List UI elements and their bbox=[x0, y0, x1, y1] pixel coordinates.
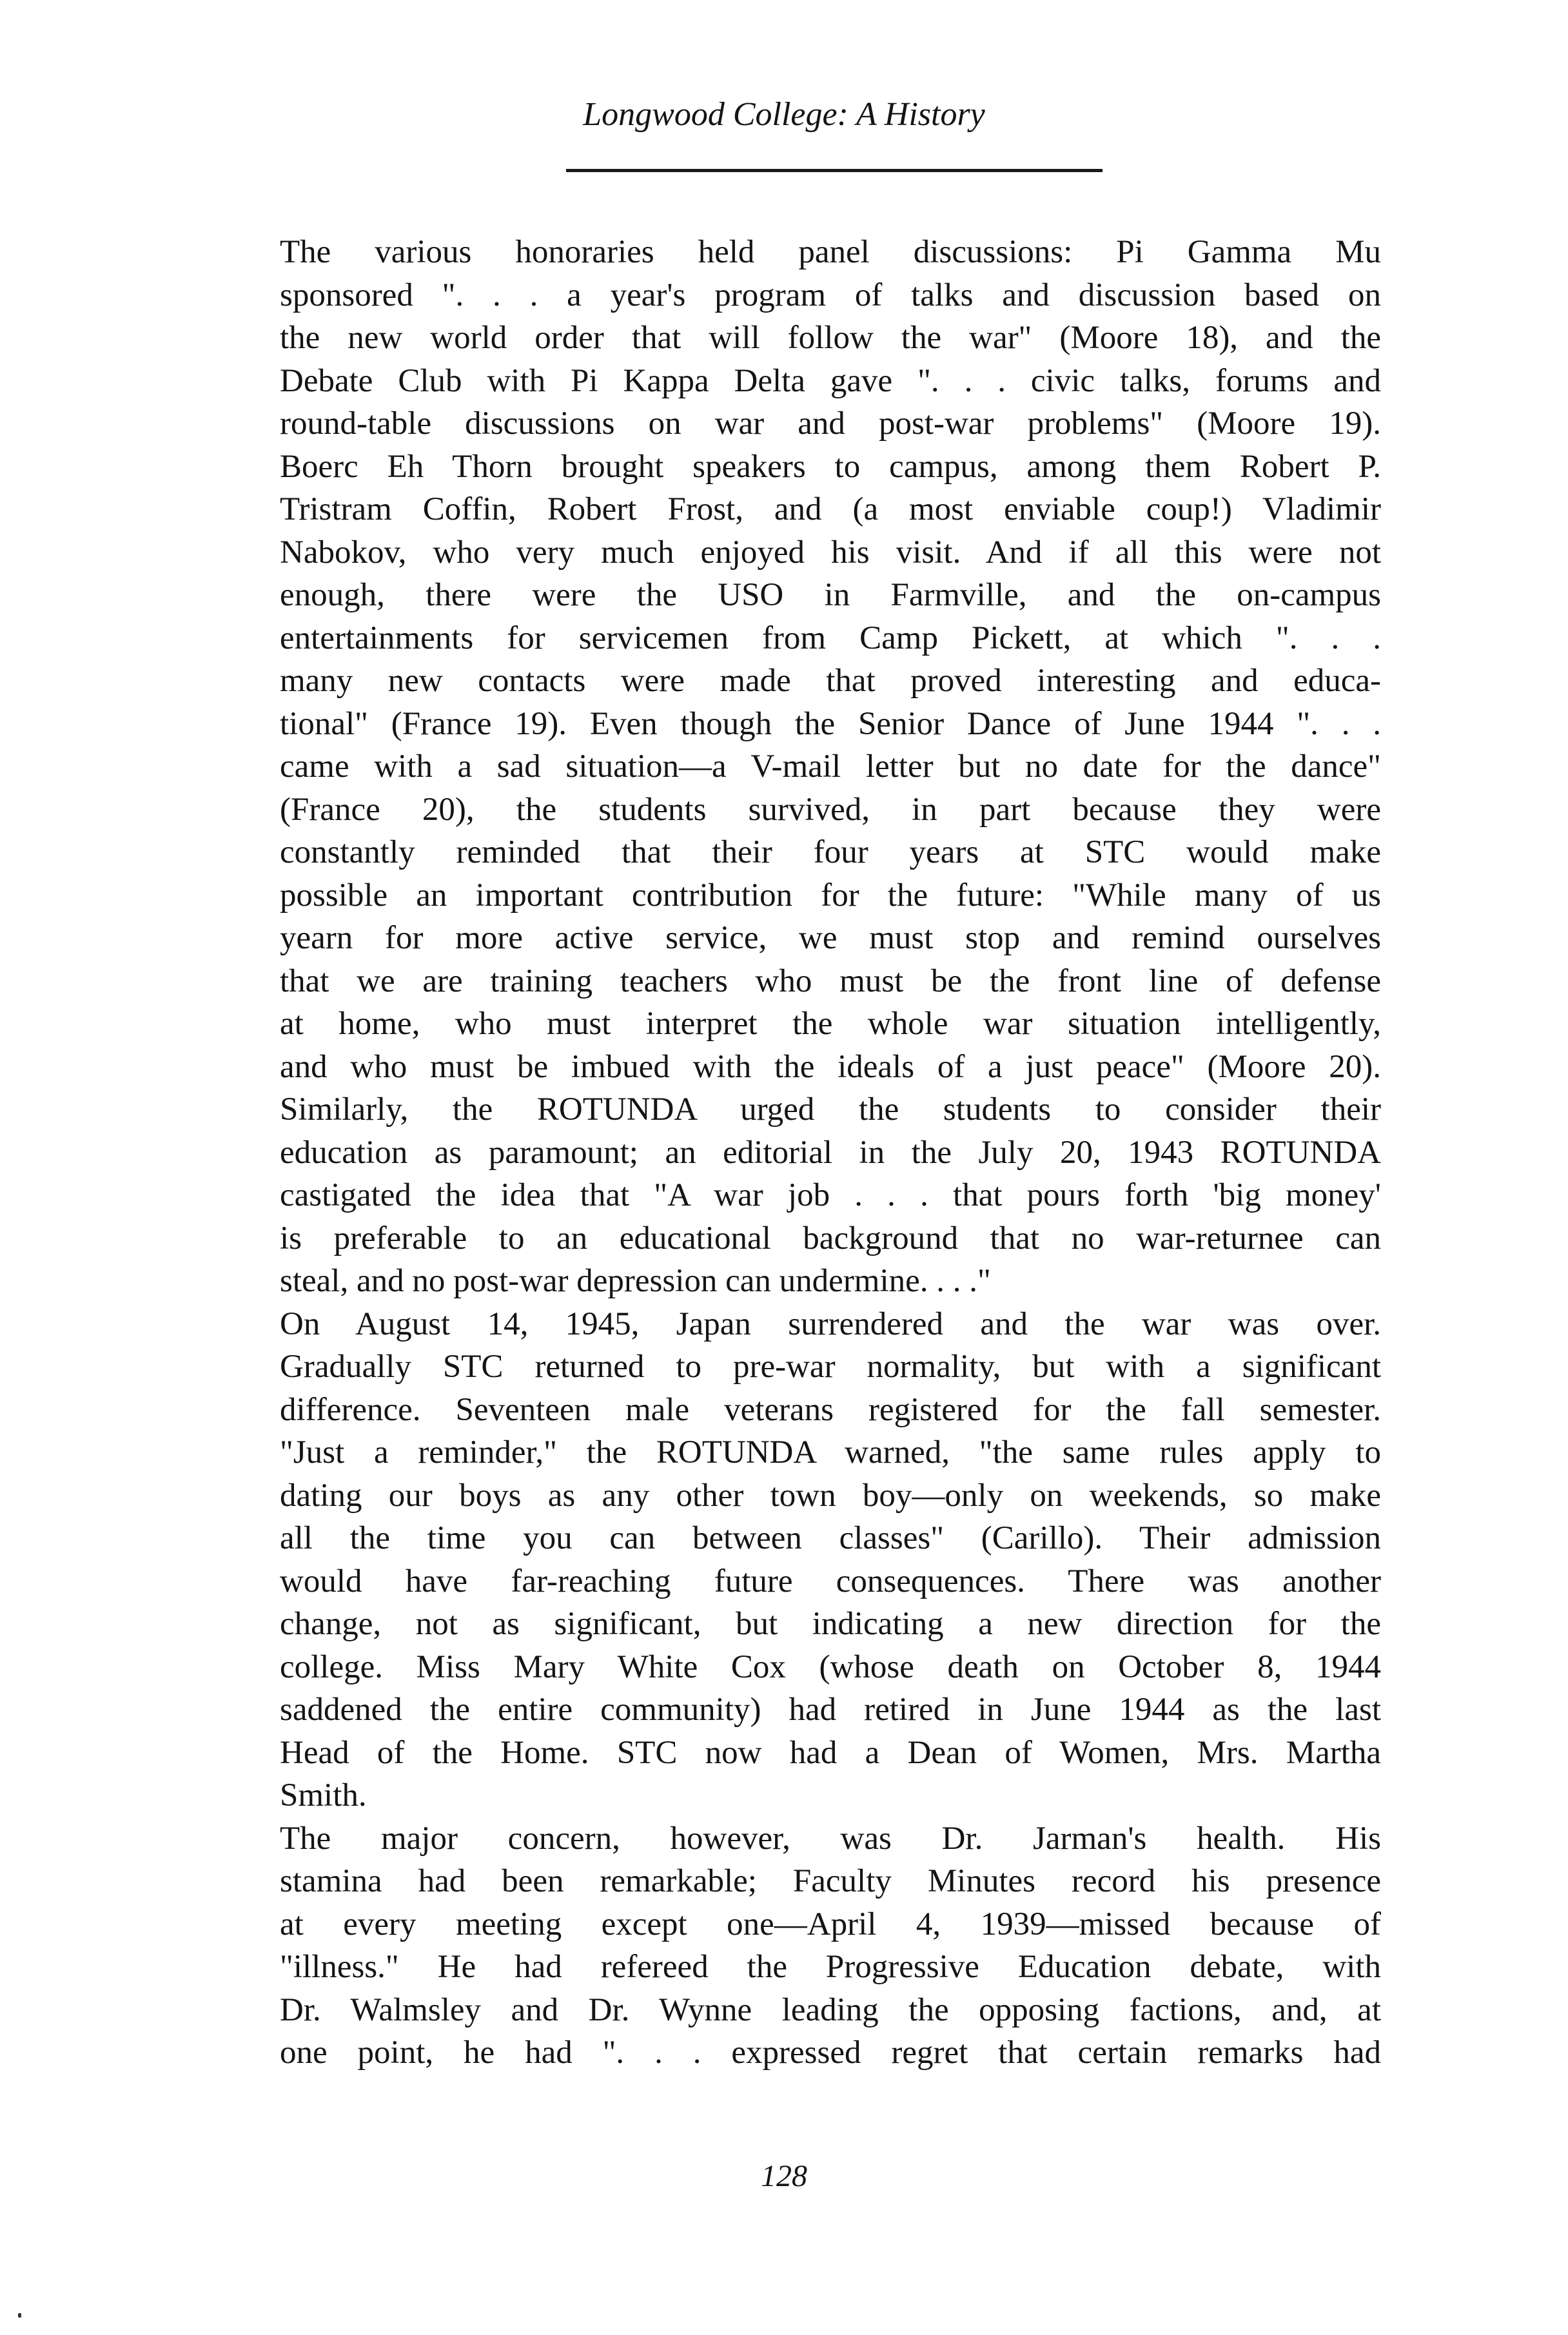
text-line: is preferable to an educational background that no war-returnee can bbox=[280, 1220, 1381, 1256]
text-line: Smith. bbox=[280, 1777, 367, 1813]
page-number: 128 bbox=[761, 2159, 807, 2193]
text-line: the new world order that will follow the war" (Moore 18), and the bbox=[280, 320, 1381, 356]
text-line: The various honoraries held panel discussions: Pi Gamma Mu bbox=[280, 234, 1381, 270]
text-line: all the time you can between classes" (Carillo). Their admission bbox=[280, 1520, 1381, 1556]
running-head-title: Longwood College: A History bbox=[583, 96, 985, 133]
text-line: constantly reminded that their four years at STC would make bbox=[280, 834, 1381, 870]
header-rule bbox=[566, 169, 1102, 172]
scan-speck bbox=[18, 2313, 21, 2318]
text-line: dating our boys as any other town boy—only on weekends, so make bbox=[280, 1477, 1381, 1514]
text-line: The major concern, however, was Dr. Jarman's health. His bbox=[280, 1820, 1381, 1857]
text-line: round-table discussions on war and post-war problems" (Moore 19). bbox=[280, 405, 1381, 442]
text-line: saddened the entire community) had retired in June 1944 as the last bbox=[280, 1692, 1381, 1728]
text-line: Nabokov, who very much enjoyed his visit. And if all this were not bbox=[280, 534, 1381, 571]
text-line: Gradually STC returned to pre-war normality, but with a significant bbox=[280, 1349, 1381, 1385]
text-line: steal, and no post-war depression can undermine. . . ." bbox=[280, 1263, 991, 1299]
text-line: change, not as significant, but indicating a new direction for the bbox=[280, 1606, 1381, 1642]
paragraph-2 bbox=[280, 1303, 1381, 1817]
text-line: entertainments for servicemen from Camp Pickett, at which ". . . bbox=[280, 620, 1381, 656]
body-text bbox=[280, 231, 1381, 2075]
text-line: "illness." He had refereed the Progressive Education debate, with bbox=[280, 1949, 1381, 1985]
text-line: enough, there were the USO in Farmville, and the on-campus bbox=[280, 577, 1381, 613]
text-line: sponsored ". . . a year's program of talks and discussion based on bbox=[280, 277, 1381, 313]
text-line: college. Miss Mary White Cox (whose death on October 8, 1944 bbox=[280, 1648, 1381, 1685]
text-line: Debate Club with Pi Kappa Delta gave ". . . civic talks, forums and bbox=[280, 362, 1381, 399]
text-line: at home, who must interpret the whole war situation intelligently, bbox=[280, 1006, 1381, 1042]
text-line: one point, he had ". . . expressed regret that certain remarks had bbox=[280, 2035, 1381, 2071]
text-line: came with a sad situation—a V-mail letter but no date for the dance" bbox=[280, 748, 1381, 785]
text-line: yearn for more active service, we must stop and remind ourselves bbox=[280, 920, 1381, 956]
text-line: and who must be imbued with the ideals of a just peace" (Moore 20). bbox=[280, 1048, 1381, 1085]
text-line: Dr. Walmsley and Dr. Wynne leading the opposing factions, and, at bbox=[280, 1991, 1381, 2028]
text-line: possible an important contribution for the future: "While many of us bbox=[280, 877, 1381, 913]
text-line: Similarly, the ROTUNDA urged the students to consider their bbox=[280, 1091, 1381, 1128]
text-line: at every meeting except one—April 4, 1939—missed because of bbox=[280, 1906, 1381, 1942]
text-line: tional" (France 19). Even though the Senior Dance of June 1944 ". . . bbox=[280, 705, 1381, 742]
text-line: education as paramount; an editorial in the July 20, 1943 ROTUNDA bbox=[280, 1134, 1381, 1171]
text-line: castigated the idea that "A war job . . . that pours forth 'big money' bbox=[280, 1177, 1381, 1213]
text-line: that we are training teachers who must be the front line of defense bbox=[280, 962, 1381, 999]
paragraph-1 bbox=[280, 231, 1381, 1303]
text-line: Tristram Coffin, Robert Frost, and (a most enviable coup!) Vladimir bbox=[280, 491, 1381, 527]
text-line: On August 14, 1945, Japan surrendered and the war was over. bbox=[280, 1305, 1381, 1342]
text-line: Boerc Eh Thorn brought speakers to campus, among them Robert P. bbox=[280, 448, 1381, 485]
text-line: (France 20), the students survived, in part because they were bbox=[280, 791, 1381, 828]
text-line: "Just a reminder," the ROTUNDA warned, "the same rules apply to bbox=[280, 1434, 1381, 1470]
text-line: stamina had been remarkable; Faculty Minutes record his presence bbox=[280, 1863, 1381, 1899]
paragraph-3 bbox=[280, 1817, 1381, 2075]
text-line: Head of the Home. STC now had a Dean of Women, Mrs. Martha bbox=[280, 1734, 1381, 1771]
text-line: many new contacts were made that proved interesting and educa- bbox=[280, 663, 1381, 699]
text-line: difference. Seventeen male veterans registered for the fall semester. bbox=[280, 1391, 1381, 1428]
text-line: would have far-reaching future consequences. There was another bbox=[280, 1563, 1381, 1599]
